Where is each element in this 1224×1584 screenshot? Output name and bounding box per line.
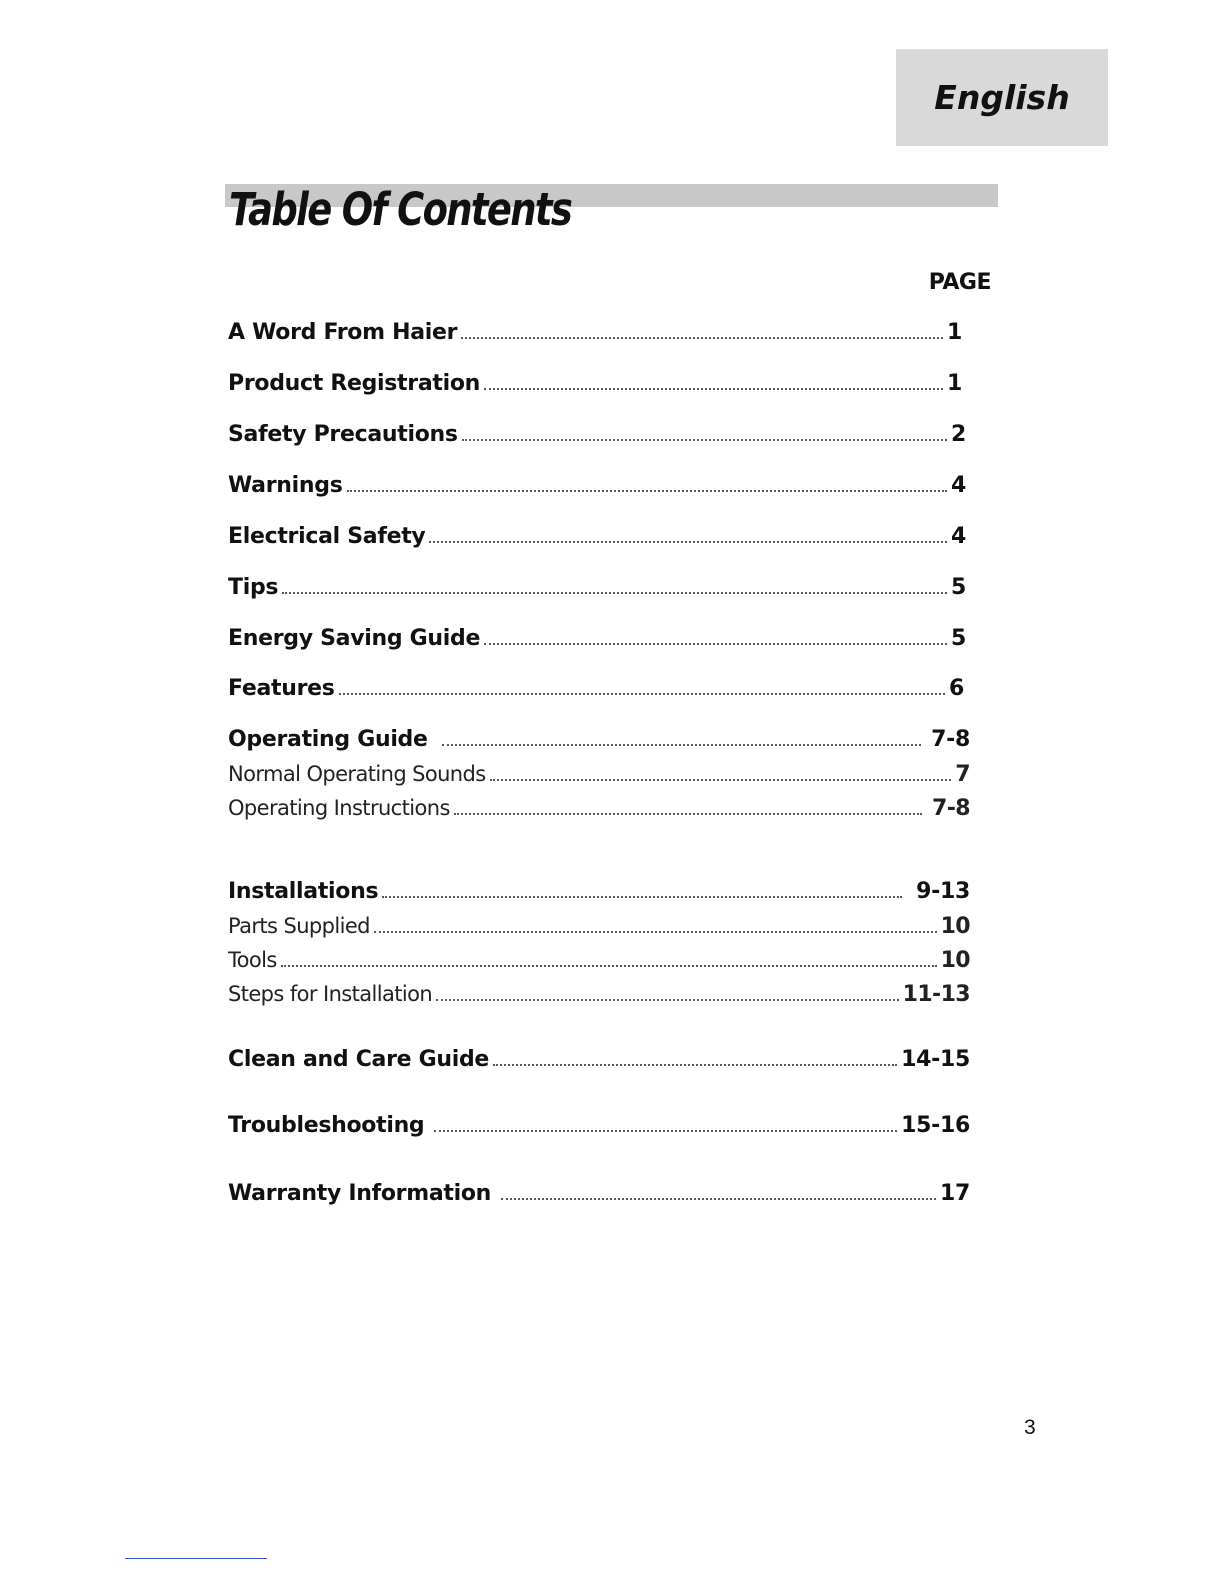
toc-entry-page: 2 bbox=[950, 422, 966, 447]
toc-entry-operating-guide[interactable] bbox=[228, 727, 970, 752]
toc-entry-electrical-safety[interactable] bbox=[228, 524, 966, 549]
dot-leader bbox=[282, 592, 947, 594]
dot-leader bbox=[347, 490, 947, 492]
toc-entry-warnings[interactable] bbox=[228, 473, 966, 498]
toc-entry-page: 6 bbox=[948, 676, 964, 701]
dot-leader bbox=[436, 999, 899, 1001]
toc-entry-label: Operating Instructions bbox=[228, 796, 450, 820]
toc-entry-label: Safety Precautions bbox=[228, 422, 458, 447]
page-number: 3 bbox=[1024, 1416, 1036, 1439]
toc-entry-label: A Word From Haier bbox=[228, 320, 458, 345]
dot-leader bbox=[490, 779, 952, 781]
toc-entry-page: 4 bbox=[950, 524, 966, 549]
toc-entry-installations[interactable] bbox=[228, 879, 970, 904]
dot-leader bbox=[493, 1064, 897, 1066]
toc-subentry-parts-supplied[interactable] bbox=[228, 914, 970, 939]
toc-entry-label: Features bbox=[228, 676, 335, 701]
toc-entry-label: Product Registration bbox=[228, 371, 481, 396]
dot-leader bbox=[484, 643, 947, 645]
dot-leader bbox=[434, 1130, 897, 1132]
toc-entry-page: 15-16 bbox=[901, 1113, 970, 1138]
toc-entry-page: 11-13 bbox=[902, 982, 970, 1007]
toc-entry-label: Electrical Safety bbox=[228, 524, 426, 549]
dot-leader bbox=[462, 439, 947, 441]
toc-entry-label: Clean and Care Guide bbox=[228, 1047, 490, 1072]
toc-subentry-steps-for-installation[interactable] bbox=[228, 982, 970, 1007]
toc-entry-page: 1 bbox=[946, 371, 962, 396]
toc-entry-page: 1 bbox=[946, 320, 962, 345]
toc-entry-page: 9-13 bbox=[916, 879, 970, 904]
language-label: English bbox=[934, 78, 1070, 117]
toc-entry-page: 4 bbox=[950, 473, 966, 498]
toc-entry-features[interactable] bbox=[228, 676, 964, 701]
toc-entry-clean-and-care-guide[interactable] bbox=[228, 1047, 970, 1072]
toc-entry-safety-precautions[interactable] bbox=[228, 422, 966, 447]
toc-entry-page: 7 bbox=[955, 762, 970, 787]
toc-entry-label: Tips bbox=[228, 575, 279, 600]
footer-rule bbox=[125, 1558, 267, 1559]
toc-entry-label: Steps for Installation bbox=[228, 982, 433, 1006]
toc-entry-energy-saving-guide[interactable] bbox=[228, 626, 966, 651]
toc-entry-tips[interactable] bbox=[228, 575, 966, 600]
dot-leader bbox=[429, 541, 947, 543]
toc-entry-label: Troubleshooting bbox=[228, 1113, 425, 1138]
language-tab bbox=[896, 49, 1108, 146]
toc-entry-page: 5 bbox=[950, 575, 966, 600]
toc-entry-page: 7-8 bbox=[931, 727, 970, 752]
dot-leader bbox=[442, 744, 922, 746]
toc-entry-label: Installations bbox=[228, 879, 379, 904]
toc-entry-label: Warranty Information bbox=[228, 1181, 492, 1206]
dot-leader bbox=[461, 337, 943, 339]
toc-entry-page: 10 bbox=[940, 948, 970, 973]
toc-subentry-operating-instructions[interactable] bbox=[228, 796, 970, 821]
toc-subentry-normal-operating-sounds[interactable] bbox=[228, 762, 970, 787]
dot-leader bbox=[281, 965, 937, 967]
dot-leader bbox=[382, 896, 902, 898]
toc-entry-label: Parts Supplied bbox=[228, 914, 370, 938]
dot-leader bbox=[374, 931, 937, 933]
toc-entry-label: Energy Saving Guide bbox=[228, 626, 481, 651]
toc-subentry-tools[interactable] bbox=[228, 948, 970, 973]
page-column-header: PAGE bbox=[928, 270, 991, 295]
toc-entry-troubleshooting[interactable] bbox=[228, 1113, 970, 1138]
dot-leader bbox=[454, 813, 922, 815]
toc-entry-page: 14-15 bbox=[901, 1047, 970, 1072]
toc-entry-product-registration[interactable] bbox=[228, 371, 962, 396]
toc-entry-page: 5 bbox=[950, 626, 966, 651]
toc-entry-page: 17 bbox=[939, 1181, 970, 1206]
dot-leader bbox=[339, 693, 945, 695]
dot-leader bbox=[484, 388, 943, 390]
toc-entry-word-from-haier[interactable] bbox=[228, 320, 962, 345]
toc-entry-label: Operating Guide bbox=[228, 727, 428, 752]
toc-entry-label: Tools bbox=[228, 948, 277, 972]
toc-entry-warranty-information[interactable] bbox=[228, 1181, 970, 1206]
toc-entry-page: 10 bbox=[940, 914, 970, 939]
toc-entry-label: Warnings bbox=[228, 473, 343, 498]
page-title: Table Of Contents bbox=[229, 183, 572, 236]
toc-entry-page: 7-8 bbox=[932, 796, 970, 821]
toc-entry-label: Normal Operating Sounds bbox=[228, 762, 486, 786]
dot-leader bbox=[501, 1198, 936, 1200]
